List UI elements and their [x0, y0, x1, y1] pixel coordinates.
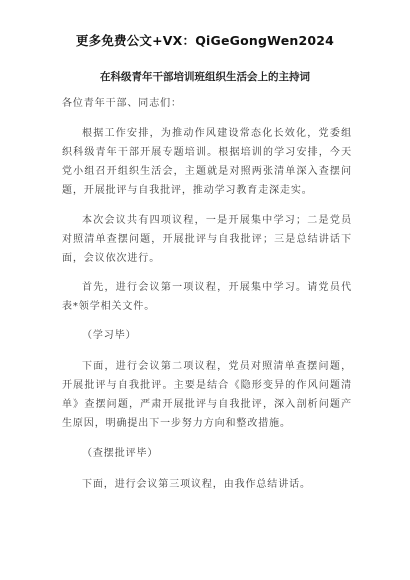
paragraph-5: 下面，进行会议第二项议程，党员对照清单查摆问题，开展批评与自我批评。主要是结合《隐形变异的作风问题清单》查摆问题，严肃开展批评与自我批评，深入剖析问题产生原因，明确提出下一步努力方向和整改措施。 [62, 361, 352, 429]
paragraph-6: （查摆批评毕） [82, 448, 159, 459]
salutation: 各位青年干部、同志们： [62, 98, 182, 109]
paragraph-7: 下面，进行会议第三项议程，由我作总结讲话。 [82, 479, 311, 490]
paragraph-4: （学习毕） [82, 330, 137, 341]
promo-banner: 更多免费公文+VX：QiGeGongWen2024 [75, 33, 335, 48]
paragraph-2: 本次会议共有四项议程，一是开展集中学习；二是党员对照清单查摆问题，开展批评与自我批评；三是总结讲话下面，会议依次进行。 [62, 215, 352, 264]
paragraph-3: 首先，进行会议第一项议程，开展集中学习。请党员代表*领学相关文件。 [62, 282, 352, 312]
paragraph-1: 根据工作安排，为推动作风建设常态化长效化，党委组织科级青年干部开展专题培训。根据培训的学习安排，今天党小组召开组织生活会，主题就是对照两张清单深入查摆问题，开展批评与自我批评，推动学习教育走深走实。 [62, 128, 352, 196]
document-title: 在科级青年干部培训班组织生活会上的主持词 [100, 71, 310, 83]
